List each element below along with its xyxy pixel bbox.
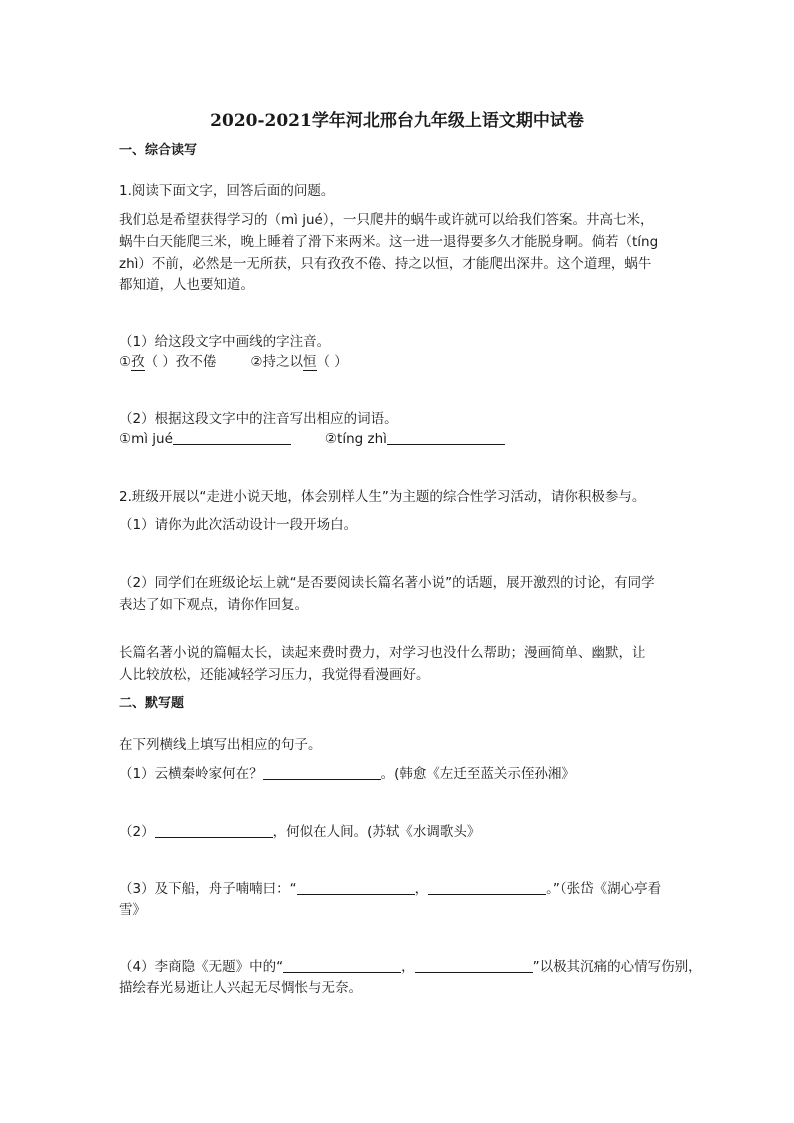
item-text: 持之以 [262, 354, 304, 370]
item-text: （ ）孜不倦 [144, 354, 217, 370]
answer-blank[interactable] [263, 765, 381, 780]
viewpoint-line-1: 长篇名著小说的篇幅太长，读起来费时费力，对学习也没什么帮助；漫画简单、幽默，让 [119, 645, 646, 661]
question-1-1: （1）给这段文字中画线的字注音。 [119, 334, 331, 350]
answer-blank[interactable] [387, 430, 505, 445]
dictation-text: 。(韩愈《左迁至蓝关示侄孙湘》 [380, 766, 575, 782]
answer-blank[interactable] [415, 958, 533, 973]
underlined-char: 孜 [131, 354, 145, 370]
page-title: 2020-2021学年河北邢台九年级上语文期中试卷 [210, 111, 584, 131]
question-1-2-items [119, 429, 505, 449]
dictation-text: ，何似在人间。(苏轼《水调歌头》 [272, 824, 481, 840]
dictation-3-line-2: 雪》 [119, 902, 146, 918]
question-1-1-items [119, 352, 348, 372]
item-number: ① [119, 354, 132, 370]
passage-line-3: zhì）不前，必然是一无所获，只有孜孜不倦、持之以恒，才能爬出深井。这个道理，蜗牛 [119, 256, 652, 272]
dictation-4 [119, 957, 702, 977]
viewpoint-line-2: 人比较放松，还能减轻学习压力，我觉得看漫画好。 [119, 667, 430, 683]
question-1-intro: 1.阅读下面文字，回答后面的问题。 [119, 183, 335, 199]
question-2-intro: 2.班级开展以“走进小说天地，体会别样人生”为主题的综合性学习活动，请你积极参与。 [119, 489, 646, 505]
answer-blank[interactable] [155, 823, 273, 838]
underlined-char: 恒 [303, 354, 317, 370]
dictation-2 [119, 822, 480, 842]
item-text: （ ） [316, 354, 348, 370]
passage-line-4: 都知道，人也要知道。 [119, 277, 254, 293]
dictation-1 [119, 764, 575, 784]
dictation-intro: 在下列横线上填写出相应的句子。 [119, 737, 322, 753]
item-number: ② [250, 354, 263, 370]
question-2-2-line-1: （2）同学们在班级论坛上就“是否要阅读长篇名著小说”的话题，展开激烈的讨论，有同学 [119, 575, 655, 591]
answer-blank[interactable] [428, 880, 546, 895]
question-1-2: （2）根据这段文字中的注音写出相应的词语。 [119, 411, 398, 427]
dictation-4-line-2: 描绘春光易逝让人兴起无尽惆怅与无奈。 [119, 980, 362, 996]
dictation-text: （2） [119, 824, 155, 840]
dictation-text: ”以极其沉痛的心情写伤别， [532, 959, 702, 975]
dictation-text: （4）李商隐《无题》中的“ [119, 959, 284, 975]
dictation-text: ， [414, 881, 429, 897]
dictation-text: （1）云横秦岭家何在？ [119, 766, 263, 782]
dictation-text: ， [401, 959, 415, 975]
question-2-1: （1）请你为此次活动设计一段开场白。 [119, 517, 358, 533]
passage-line-2: 蜗牛白天能爬三米，晚上睡着了滑下来两米。这一进一退得要多久才能脱身啊。倘若（tíng [119, 234, 659, 250]
pinyin-prompt: ②tíng zhì [324, 431, 387, 447]
dictation-text: 。”（张岱《湖心亭看 [546, 881, 662, 897]
passage-line-1: 我们总是希望获得学习的（mì jué），一只爬井的蜗牛或许就可以给我们答案。井高七米， [119, 212, 654, 228]
pinyin-prompt: ①mì jué [119, 431, 173, 447]
dictation-text: （3）及下船，舟子喃喃曰：“ [119, 881, 297, 897]
answer-blank[interactable] [297, 880, 415, 895]
question-2-2-line-2: 表达了如下观点，请你作回复。 [119, 597, 308, 613]
section-heading-dictation: 二、默写题 [119, 696, 185, 711]
dictation-3 [119, 879, 661, 899]
answer-blank[interactable] [283, 958, 401, 973]
section-heading-reading-writing: 一、综合读写 [119, 143, 198, 158]
answer-blank[interactable] [173, 430, 291, 445]
